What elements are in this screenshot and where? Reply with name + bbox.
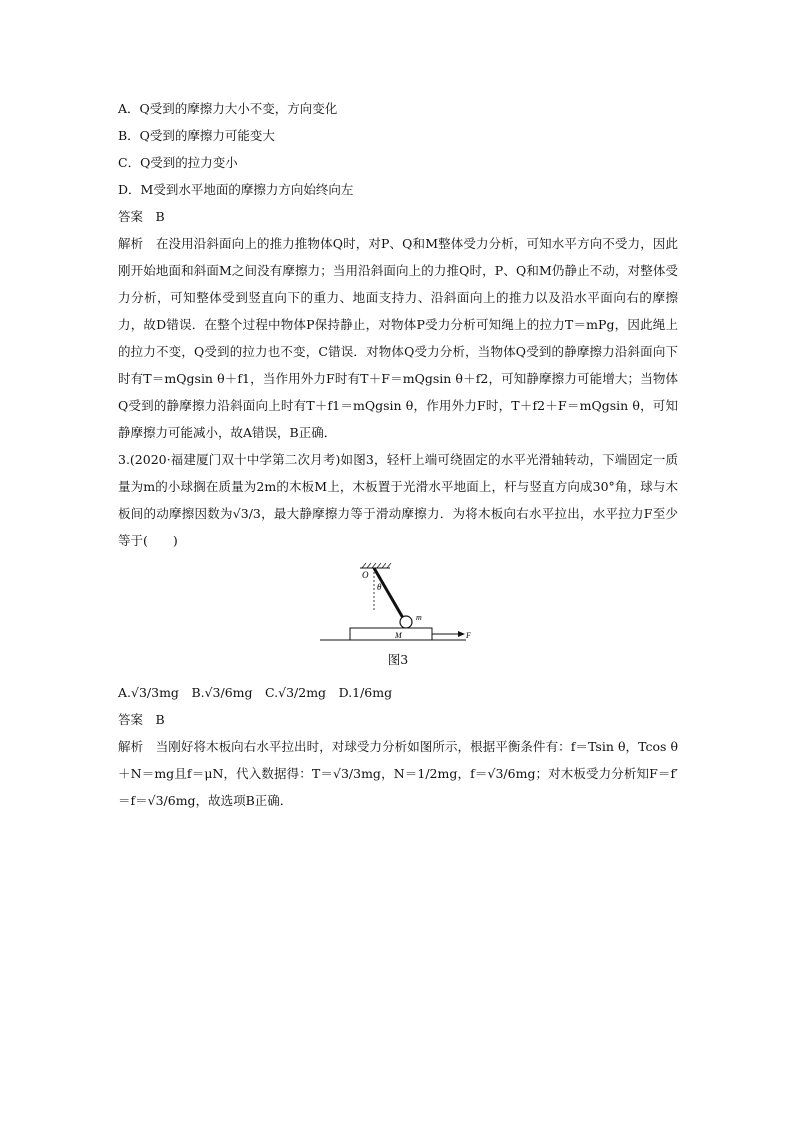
option-a: A．Q受到的摩擦力大小不变，方向变化	[118, 101, 338, 116]
page-content	[118, 95, 678, 814]
rod	[374, 568, 403, 618]
label-O: O	[362, 570, 369, 580]
label-m: m	[416, 613, 422, 622]
force-arrow-head	[458, 631, 465, 637]
label-F: F	[466, 631, 471, 640]
board	[350, 628, 432, 640]
ball	[400, 616, 412, 628]
option-d: D．M受到水平地面的摩擦力方向始终向左	[118, 182, 354, 197]
answer-1: 答案 B	[118, 209, 165, 224]
option-c: C．Q受到的拉力变小	[118, 155, 238, 170]
ceiling-hatch	[362, 563, 391, 568]
rod-ball-board-diagram	[318, 554, 498, 654]
option-b: B．Q受到的摩擦力可能变大	[118, 128, 275, 143]
label-M: M	[395, 631, 402, 640]
figure-caption: 图3	[387, 652, 409, 667]
analysis-1: 解析 在没用沿斜面向上的推力推物体Q时，对P、Q和M整体受力分析，可知水平方向不受力，因此刚开始地面和斜面M之间没有摩擦力；当用沿斜面向上的力推Q时，P、Q和M仍静止不动，对整体受力分析，可知整体受到竖直向下的重力、地面支持力、沿斜面向上的推力以及沿水平面向右的摩擦力，故D错误．在整个过程中物体P保持静止，对物体P受力分析可知绳上的拉力T＝mPg，因此绳上的拉力不变，Q受到的拉力也不变，C错误．对物体Q受力分析，当物体Q受到的静摩擦力沿斜面向下时有T＝mQgsin θ＋f1，当作用外力F时有T＋F＝mQgsin θ＋f2，可知静摩擦力可能增大；当物体Q受到的静摩擦力沿斜面向上时有T＋f1＝mQgsin θ，作用外力F时，T＋f2＋F＝mQgsin θ，可知静摩擦力可能减小，故A错误，B正确．	[118, 236, 678, 440]
label-theta: θ	[377, 582, 382, 592]
analysis-3: 解析 当刚好将木板向右水平拉出时，对球受力分析如图所示，根据平衡条件有：f＝Tsin θ，Tcos θ＋N＝mg且f＝μN，代入数据得：T＝√3/3mg，N＝1/2mg，f＝√3/6mg；对木板受力分析知F＝f′＝f＝√3/6mg，故选项B正确．	[118, 739, 678, 808]
options-3: A.√3/3mg B.√3/6mg C.√3/2mg D.1/6mg	[118, 685, 393, 700]
figure-3	[118, 554, 678, 679]
question-3: 3.(2020·福建厦门双十中学第二次月考)如图3，轻杆上端可绕固定的水平光滑轴转动，下端固定一质量为m的小球搁在质量为2m的木板M上，木板置于光滑水平地面上，杆与竖直方向成30°角，球与木板间的动摩擦因数为√3/3，最大静摩擦力等于滑动摩擦力．为将木板向右水平拉出，水平拉力F至少等于( )	[118, 452, 678, 548]
answer-3: 答案 B	[118, 712, 165, 727]
